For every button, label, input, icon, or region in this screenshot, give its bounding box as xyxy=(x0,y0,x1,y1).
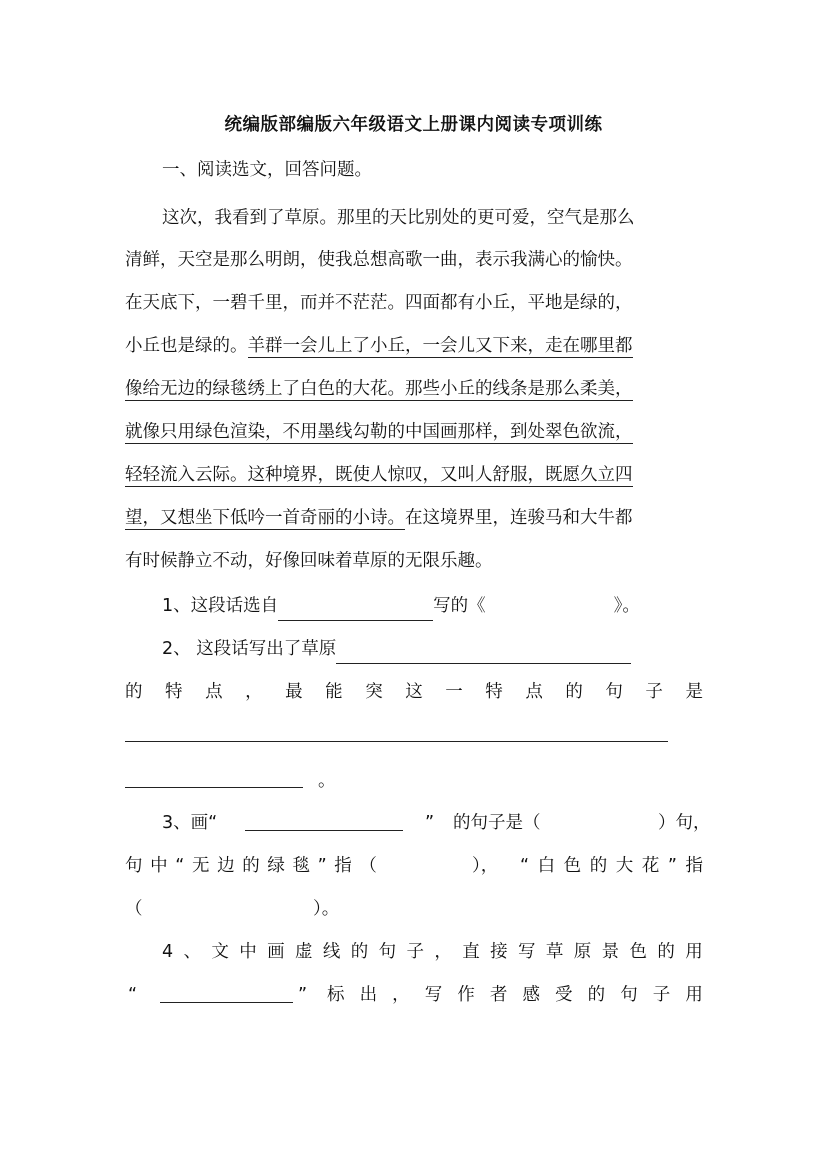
underlined-sentence: 望，又想坐下低吟一首奇丽的小诗。 xyxy=(125,508,405,528)
passage-line-5 xyxy=(125,374,703,404)
char: 原 xyxy=(573,942,592,962)
underlined-sentence: 羊群一会儿上了小丘，一会儿又下来，走在哪里都 xyxy=(247,336,633,356)
char: 作 xyxy=(457,985,475,1005)
char: 句 xyxy=(605,682,623,702)
answer-blank-feature[interactable] xyxy=(336,643,631,664)
char: 是 xyxy=(685,682,703,702)
char: 绿 xyxy=(267,856,285,876)
char: 受 xyxy=(555,985,573,1005)
char: 接 xyxy=(490,942,508,962)
char: 句 xyxy=(620,985,638,1005)
char: 点 xyxy=(205,682,223,702)
char: 画 xyxy=(267,942,285,962)
char: 子 xyxy=(645,682,663,702)
underlined-sentence: 轻轻流入云际。这种境界，既使人惊叹，又叫人舒服，既愿久立四 xyxy=(125,465,633,485)
char: 的 xyxy=(589,856,608,876)
char: 一 xyxy=(445,682,463,702)
char: “ xyxy=(175,856,185,876)
question-3-text: ）， xyxy=(472,856,499,876)
char: 用 xyxy=(685,985,703,1005)
period: 。 xyxy=(318,771,336,791)
passage-line-8 xyxy=(125,503,703,533)
question-2 xyxy=(162,634,703,664)
question-2-text: 2、 这段话写出了草原 xyxy=(162,639,337,659)
char: ” xyxy=(667,856,677,876)
char: 色 xyxy=(563,856,582,876)
passage-line-9: 有时候静立不动，好像回味着草原的无限乐趣。 xyxy=(125,551,493,571)
question-3-text: ）句， xyxy=(658,813,711,833)
char: 的 xyxy=(565,682,583,702)
question-1-text: 》。 xyxy=(613,596,640,616)
underlined-sentence: 就像只用绿色渲染，不用墨线勾勒的中国画那样，到处翠色欲流， xyxy=(125,422,633,442)
char: 景 xyxy=(601,942,620,962)
answer-blank-author[interactable] xyxy=(278,600,433,621)
char: 大 xyxy=(615,856,634,876)
char: 色 xyxy=(629,942,648,962)
page-title: 统编版部编版六年级语文上册课内阅读专项训练 xyxy=(224,115,603,135)
char: 这 xyxy=(405,682,423,702)
char: 子 xyxy=(406,942,425,962)
char: 感 xyxy=(522,985,540,1005)
question-4 xyxy=(162,937,703,967)
char: 白 xyxy=(537,856,556,876)
char: 特 xyxy=(165,682,183,702)
char: 的 xyxy=(242,856,260,876)
answer-line[interactable] xyxy=(125,787,303,788)
char: 文 xyxy=(211,942,229,962)
passage-line-7 xyxy=(125,460,703,490)
char: 、 xyxy=(183,942,202,962)
char: 中 xyxy=(150,856,168,876)
section-heading: 一、阅读选文，回答问题。 xyxy=(162,160,372,180)
passage-line-1: 这次，我看到了草原。那里的天比别处的更可爱，空气是那么 xyxy=(162,208,635,228)
char: 写 xyxy=(518,942,536,962)
char: 线 xyxy=(322,942,341,962)
answer-blank-marker[interactable] xyxy=(160,1002,293,1003)
char: 直 xyxy=(462,942,480,962)
char: 虚 xyxy=(295,942,313,962)
answer-line[interactable] xyxy=(125,741,668,742)
passage-text: 在这境界里，连骏马和大牛都 xyxy=(405,508,633,528)
char: 花 xyxy=(641,856,660,876)
char: 边 xyxy=(217,856,235,876)
question-3-line-2 xyxy=(125,851,703,881)
char: 最 xyxy=(285,682,303,702)
question-3-text: ）。 xyxy=(313,899,340,919)
char: 突 xyxy=(365,682,383,702)
passage-line-4 xyxy=(125,331,703,361)
char: 的 xyxy=(587,985,606,1005)
char: 能 xyxy=(325,682,343,702)
char: ， xyxy=(434,942,452,962)
char: 的 xyxy=(350,942,369,962)
question-3-text: ” xyxy=(425,813,435,833)
char: 特 xyxy=(485,682,503,702)
question-1-text: 1、这段话选自 xyxy=(162,596,279,616)
question-3-text xyxy=(520,851,703,881)
char: 用 xyxy=(685,942,703,962)
question-3-text xyxy=(125,851,377,881)
char: 指 xyxy=(685,856,703,876)
char: 句 xyxy=(125,856,143,876)
answer-blank-mark[interactable] xyxy=(245,830,403,831)
char: 的 xyxy=(657,942,675,962)
char: “ xyxy=(520,856,530,876)
passage-line-6 xyxy=(125,417,703,447)
char: 子 xyxy=(652,985,671,1005)
char: 草 xyxy=(545,942,564,962)
passage-line-3: 在天底下，一碧千里，而并不茫茫。四面都有小丘，平地是绿的， xyxy=(125,293,633,313)
char: 点 xyxy=(525,682,543,702)
char: 无 xyxy=(191,856,210,876)
char: ， xyxy=(245,682,263,702)
char: 句 xyxy=(378,942,397,962)
question-4-text: ” xyxy=(298,985,308,1005)
char: ， xyxy=(392,985,410,1005)
char: 毯 xyxy=(292,856,310,876)
char: 中 xyxy=(239,942,257,962)
char: 出 xyxy=(359,985,378,1005)
passage-text: 小丘也是绿的。 xyxy=(125,336,248,356)
question-3-text: （ xyxy=(125,899,143,919)
char: 4 xyxy=(162,942,174,962)
char: 的 xyxy=(125,682,143,702)
passage-line-2: 清鲜，天空是那么明朗，使我总想高歌一曲，表示我满心的愉快。 xyxy=(125,250,633,270)
char: （ xyxy=(359,856,377,876)
question-1 xyxy=(162,591,703,621)
char: ” xyxy=(317,856,327,876)
question-3-text: 的句子是（ xyxy=(453,813,541,833)
question-3-text: 3、画“ xyxy=(162,813,218,833)
char: 写 xyxy=(424,985,443,1005)
question-2-line-2 xyxy=(125,677,703,707)
char: 者 xyxy=(489,985,508,1005)
question-1-text: 写的《 xyxy=(433,596,486,616)
char: 标 xyxy=(327,985,345,1005)
underlined-sentence: 像给无边的绿毯绣上了白色的大花。那些小丘的线条是那么柔美， xyxy=(125,379,633,399)
char: 指 xyxy=(334,856,352,876)
question-4-line-2 xyxy=(327,980,703,1010)
question-4-text: “ xyxy=(128,985,138,1005)
